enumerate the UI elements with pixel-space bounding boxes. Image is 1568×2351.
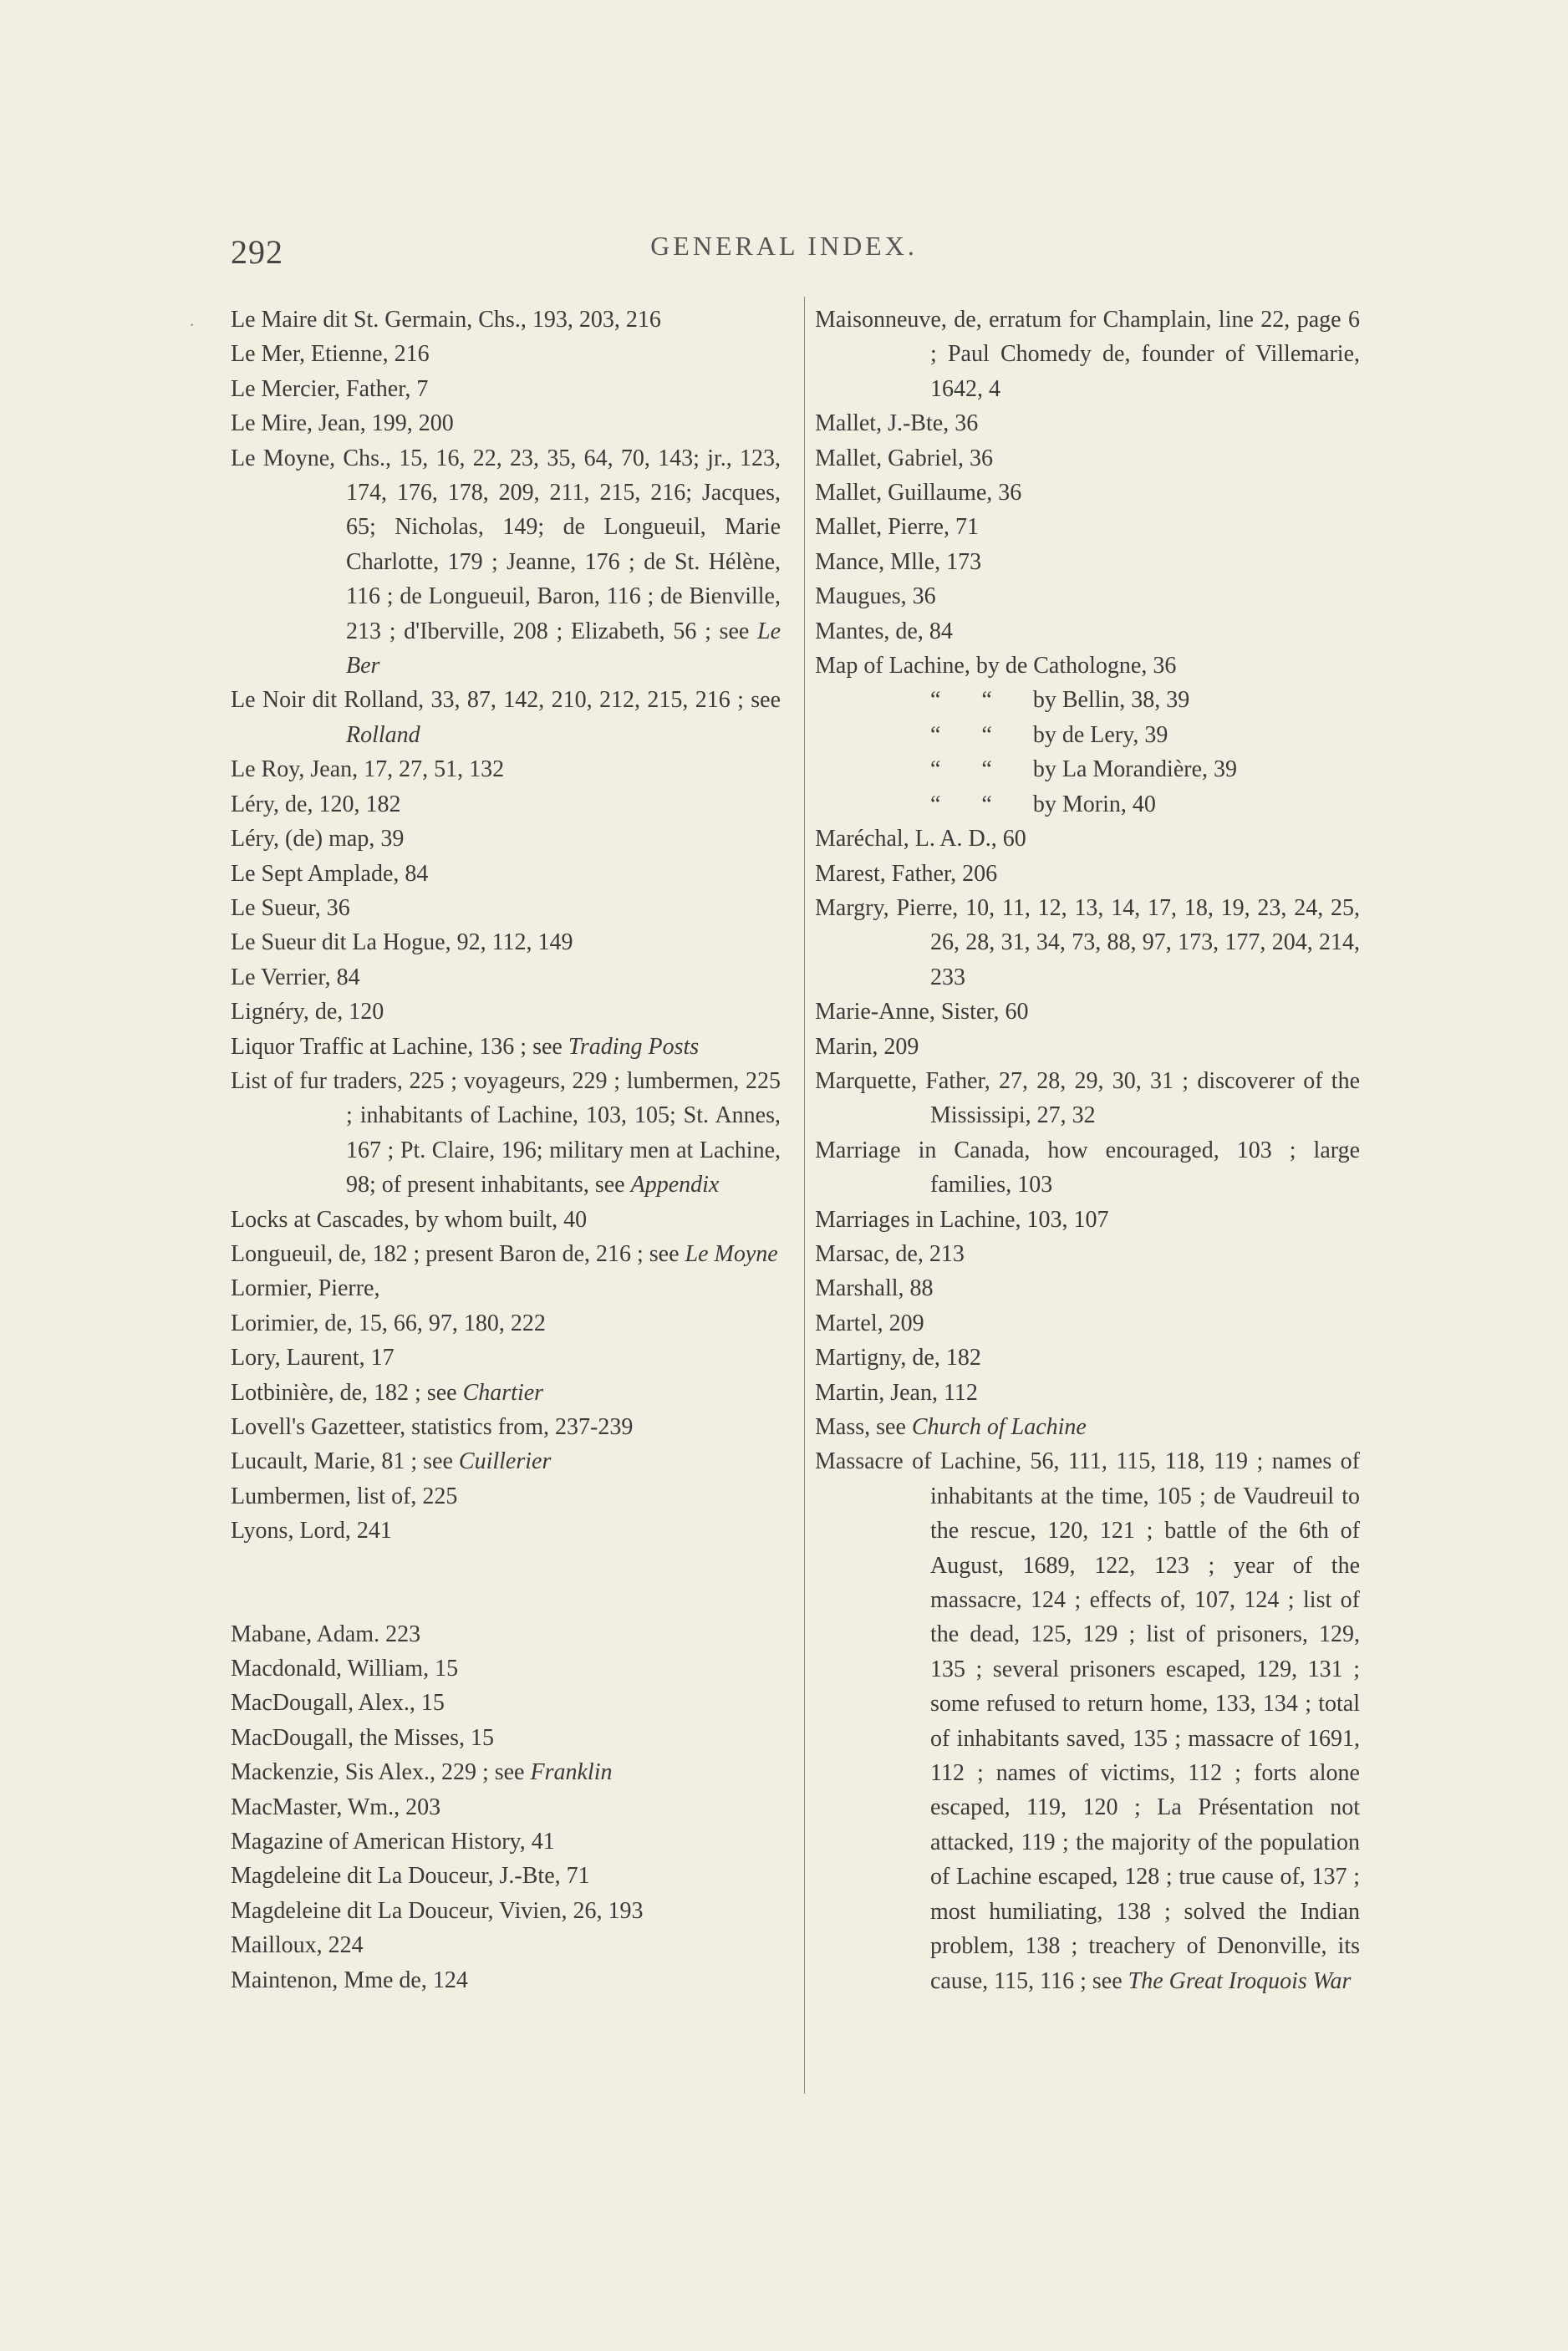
index-entry-text: Le Sueur dit La Hogue, 92, 112, 149	[231, 929, 573, 956]
index-entry-crossref: Church of Lachine	[911, 1414, 1087, 1440]
index-entry-text: Liquor Traffic at Lachine, 136 ; see	[231, 1033, 568, 1060]
index-entry	[815, 1341, 1360, 1375]
index-entry-text: Mailloux, 224	[231, 1932, 364, 1959]
index-entry	[231, 683, 781, 752]
index-entry	[231, 1410, 781, 1444]
running-head: GENERAL INDEX.	[650, 231, 918, 261]
index-entry-text: Mallet, Gabriel, 36	[815, 445, 994, 471]
index-entry	[815, 1444, 1360, 1998]
index-entry-text: Le Mer, Etienne, 216	[231, 341, 430, 368]
index-entry-text: Le Roy, Jean, 17, 27, 51, 132	[231, 756, 505, 783]
index-entry-text: Lignéry, de, 120	[231, 999, 384, 1025]
index-entry	[815, 1237, 1360, 1271]
index-entry-text: Le Verrier, 84	[231, 964, 360, 990]
index-entry	[231, 1444, 781, 1478]
index-entry-text: Marriage in Canada, how encouraged, 103 ; large families, 103	[815, 1137, 1360, 1198]
index-entry	[815, 891, 1360, 995]
index-entry-text: Le Mire, Jean, 199, 200	[231, 410, 454, 437]
index-entry-crossref: Franklin	[530, 1759, 613, 1786]
index-entry	[815, 406, 1360, 440]
index-entry-text: Maugues, 36	[815, 583, 936, 610]
index-entry	[231, 857, 781, 891]
index-entry	[815, 787, 1360, 822]
index-entry	[231, 1755, 781, 1789]
index-entry	[231, 1963, 781, 1997]
index-entry	[815, 303, 1360, 406]
index-entry-crossref: Le Moyne	[685, 1240, 778, 1267]
index-entry	[231, 1271, 781, 1305]
index-entry-text: Marin, 209	[815, 1033, 919, 1060]
index-entry-text: Mass, see	[815, 1414, 912, 1440]
index-entry-text: Mallet, J.-Bte, 36	[815, 410, 979, 437]
index-entry-crossref: Le Ber	[346, 618, 781, 679]
index-entry-text: Lory, Laurent, 17	[231, 1345, 395, 1371]
index-entry-text: Lormier, Pierre,	[231, 1275, 380, 1302]
index-entry-text: Mance, Mlle, 173	[815, 548, 982, 575]
index-entry-crossref: The Great Iroquois War	[1128, 1967, 1352, 1994]
index-entry	[815, 1376, 1360, 1410]
index-entry-text: “ “ by de Lery, 39	[930, 721, 1168, 748]
index-entry	[815, 579, 1360, 613]
index-entry	[231, 1790, 781, 1824]
index-entry	[231, 441, 781, 684]
index-entry	[231, 1064, 781, 1203]
page-number: 292	[231, 233, 283, 271]
index-entry	[231, 1859, 781, 1893]
index-entry	[231, 1686, 781, 1720]
index-entry	[231, 1721, 781, 1755]
margin-mark: ·	[189, 314, 196, 335]
index-entry	[815, 1306, 1360, 1341]
index-entry-text: Lotbinière, de, 182 ; see	[231, 1379, 463, 1406]
index-column-left	[231, 303, 781, 1997]
index-entry-text: Mallet, Pierre, 71	[815, 514, 979, 541]
index-entry-text: Le Sept Amplade, 84	[231, 860, 429, 887]
index-entry-text: Martel, 209	[815, 1310, 924, 1336]
index-entry-text: Locks at Cascades, by whom built, 40	[231, 1206, 588, 1233]
index-entry	[231, 1928, 781, 1962]
index-entry-text: Le Moyne, Chs., 15, 16, 22, 23, 35, 64, 70, 143; jr., 123, 174, 176, 178, 209, 211, 215, 216; Jacques, 65; Nicholas, 149; de Longueuil, Marie Charlotte, 179 ; Jeanne, 176 ; de St. Hélène, 116 ; de Longueuil, Baron, 116 ; de Bienville, 213 ; d'Iberville, 208 ; Elizabeth, 56 ; see	[231, 445, 781, 644]
index-entry-text: Mabane, Adam. 223	[231, 1621, 421, 1647]
index-entry-text: Maisonneuve, de, erratum for Champlain, line 22, page 6 ; Paul Chomedy de, founder of Villemarie, 1642, 4	[815, 307, 1360, 402]
index-entry	[231, 822, 781, 856]
index-entry-crossref: Cuillerier	[458, 1448, 552, 1475]
index-entry-text: Longueuil, de, 182 ; present Baron de, 216 ; see	[231, 1240, 685, 1267]
index-entry	[231, 1203, 781, 1237]
index-entry	[231, 1824, 781, 1859]
index-entry	[231, 995, 781, 1029]
index-entry-text: Le Noir dit Rolland, 33, 87, 142, 210, 212, 215, 216 ; see	[231, 687, 781, 714]
index-entry-text: Marquette, Father, 27, 28, 29, 30, 31 ; discoverer of the Mississipi, 27, 32	[815, 1067, 1360, 1129]
index-entry-text: “ “ by Morin, 40	[930, 791, 1156, 817]
index-entry-text: Lorimier, de, 15, 66, 97, 180, 222	[231, 1310, 546, 1336]
index-entry-text: Marest, Father, 206	[815, 860, 998, 887]
index-entry-text: Martigny, de, 182	[815, 1345, 981, 1371]
index-entry	[231, 1306, 781, 1341]
index-entry-text: MacDougall, the Misses, 15	[231, 1724, 494, 1751]
index-entry	[231, 752, 781, 786]
index-entry	[815, 649, 1360, 683]
index-entry-text: Lyons, Lord, 241	[231, 1518, 392, 1544]
index-entry-text: Lumbermen, list of, 225	[231, 1483, 458, 1509]
index-entry	[231, 960, 781, 995]
index-entry	[231, 372, 781, 406]
index-entry-text: Marsac, de, 213	[815, 1240, 965, 1267]
index-entry	[231, 1894, 781, 1928]
index-entry-text: Marshall, 88	[815, 1275, 934, 1302]
index-entry	[815, 1064, 1360, 1133]
index-entry	[231, 1030, 781, 1064]
index-entry	[231, 303, 781, 337]
index-entry-crossref: Chartier	[462, 1379, 544, 1406]
index-entry	[815, 476, 1360, 510]
index-entry-crossref: Appendix	[630, 1172, 720, 1198]
index-entry-text: Maréchal, L. A. D., 60	[815, 826, 1026, 852]
index-entry	[815, 683, 1360, 717]
index-entry-text: Magdeleine dit La Douceur, Vivien, 26, 193	[231, 1897, 644, 1924]
index-entry-text: Margry, Pierre, 10, 11, 12, 13, 14, 17, 18, 19, 23, 24, 25, 26, 28, 31, 34, 73, 88, 97, 173, 177, 204, 214, 233	[815, 894, 1360, 990]
index-entry	[815, 1271, 1360, 1305]
index-entry	[815, 614, 1360, 649]
index-entry-text: Léry, de, 120, 182	[231, 791, 401, 817]
index-entry-text: Lovell's Gazetteer, statistics from, 237-239	[231, 1414, 634, 1440]
index-entry	[231, 1376, 781, 1410]
index-entry	[231, 925, 781, 959]
index-entry	[815, 1133, 1360, 1203]
index-entry	[231, 1479, 781, 1514]
index-entry-text: Martin, Jean, 112	[815, 1379, 978, 1406]
column-divider	[804, 297, 805, 2094]
index-entry-crossref: Trading Posts	[568, 1033, 700, 1060]
index-entry-text: Massacre of Lachine, 56, 111, 115, 118, 119 ; names of inhabitants at the time, 105 ; de Vaudreuil to the rescue, 120, 121 ; battle of the 6th of August, 1689, 122, 123 ; year of the massacre, 124 ; effects of, 107, 124 ; list of the dead, 125, 129 ; list of prisoners, 129, 135 ; several prisoners escaped, 129, 131 ; some refused to return home, 133, 134 ; total of inhabitants saved, 135 ; massacre of 1691, 112 ; names of victims, 112 ; forts alone escaped, 119, 120 ; La Présentation not attacked, 119 ; the majority of the population of Lachine escaped, 128 ; true cause of, 137 ; most humiliating, 138 ; solved the Indian problem, 138 ; treachery of Denonville, its cause, 115, 116 ; see	[815, 1448, 1360, 1994]
section-gap	[231, 1549, 781, 1617]
index-entry	[815, 510, 1360, 544]
index-entry-text: MacDougall, Alex., 15	[231, 1690, 445, 1717]
index-entry-text: Macdonald, William, 15	[231, 1656, 459, 1682]
index-entry	[815, 545, 1360, 579]
index-entry	[231, 1237, 781, 1271]
index-entry	[815, 857, 1360, 891]
index-entry-text: Mackenzie, Sis Alex., 229 ; see	[231, 1759, 531, 1786]
index-entry-text: Marriages in Lachine, 103, 107	[815, 1206, 1109, 1233]
index-entry-text: Magazine of American History, 41	[231, 1829, 555, 1855]
index-entry-text: “ “ by Bellin, 38, 39	[930, 687, 1190, 714]
index-entry	[231, 1617, 781, 1651]
index-entry	[815, 718, 1360, 752]
index-entry-text: Le Maire dit St. Germain, Chs., 193, 203, 216	[231, 307, 661, 333]
index-entry-text: List of fur traders, 225 ; voyageurs, 229 ; lumbermen, 225 ; inhabitants of Lachine, 103, 105; St. Annes, 167 ; Pt. Claire, 196; military men at Lachine, 98; of present inhabitants, see	[231, 1067, 781, 1198]
index-entry	[815, 752, 1360, 786]
index-entry-text: Mallet, Guillaume, 36	[815, 480, 1022, 506]
index-entry-text: Le Mercier, Father, 7	[231, 375, 429, 402]
index-entry-text: MacMaster, Wm., 203	[231, 1794, 441, 1820]
index-entry-text: Lucault, Marie, 81 ; see	[231, 1448, 459, 1475]
index-entry	[231, 787, 781, 822]
index-entry	[231, 891, 781, 925]
index-entry-text: Léry, (de) map, 39	[231, 826, 405, 852]
index-entry-text: Le Sueur, 36	[231, 894, 350, 921]
index-entry-text: Map of Lachine, by de Cathologne, 36	[815, 653, 1177, 679]
index-entry-text: Magdeleine dit La Douceur, J.-Bte, 71	[231, 1863, 590, 1890]
index-entry-text: Marie-Anne, Sister, 60	[815, 999, 1029, 1025]
index-entry-text: “ “ by La Morandière, 39	[930, 756, 1237, 783]
index-entry-text: Mantes, de, 84	[815, 618, 953, 644]
index-entry	[815, 1203, 1360, 1237]
index-entry	[231, 337, 781, 371]
index-entry-text: Maintenon, Mme de, 124	[231, 1967, 468, 1993]
index-entry	[815, 1030, 1360, 1064]
index-entry	[815, 1410, 1360, 1444]
index-column-right	[815, 303, 1360, 1998]
index-entry	[815, 441, 1360, 476]
index-entry	[231, 1651, 781, 1686]
index-entry	[815, 995, 1360, 1029]
index-entry-crossref: Rolland	[346, 721, 420, 748]
index-entry	[231, 1514, 781, 1548]
index-entry	[231, 406, 781, 440]
index-entry	[231, 1341, 781, 1375]
index-entry	[815, 822, 1360, 856]
